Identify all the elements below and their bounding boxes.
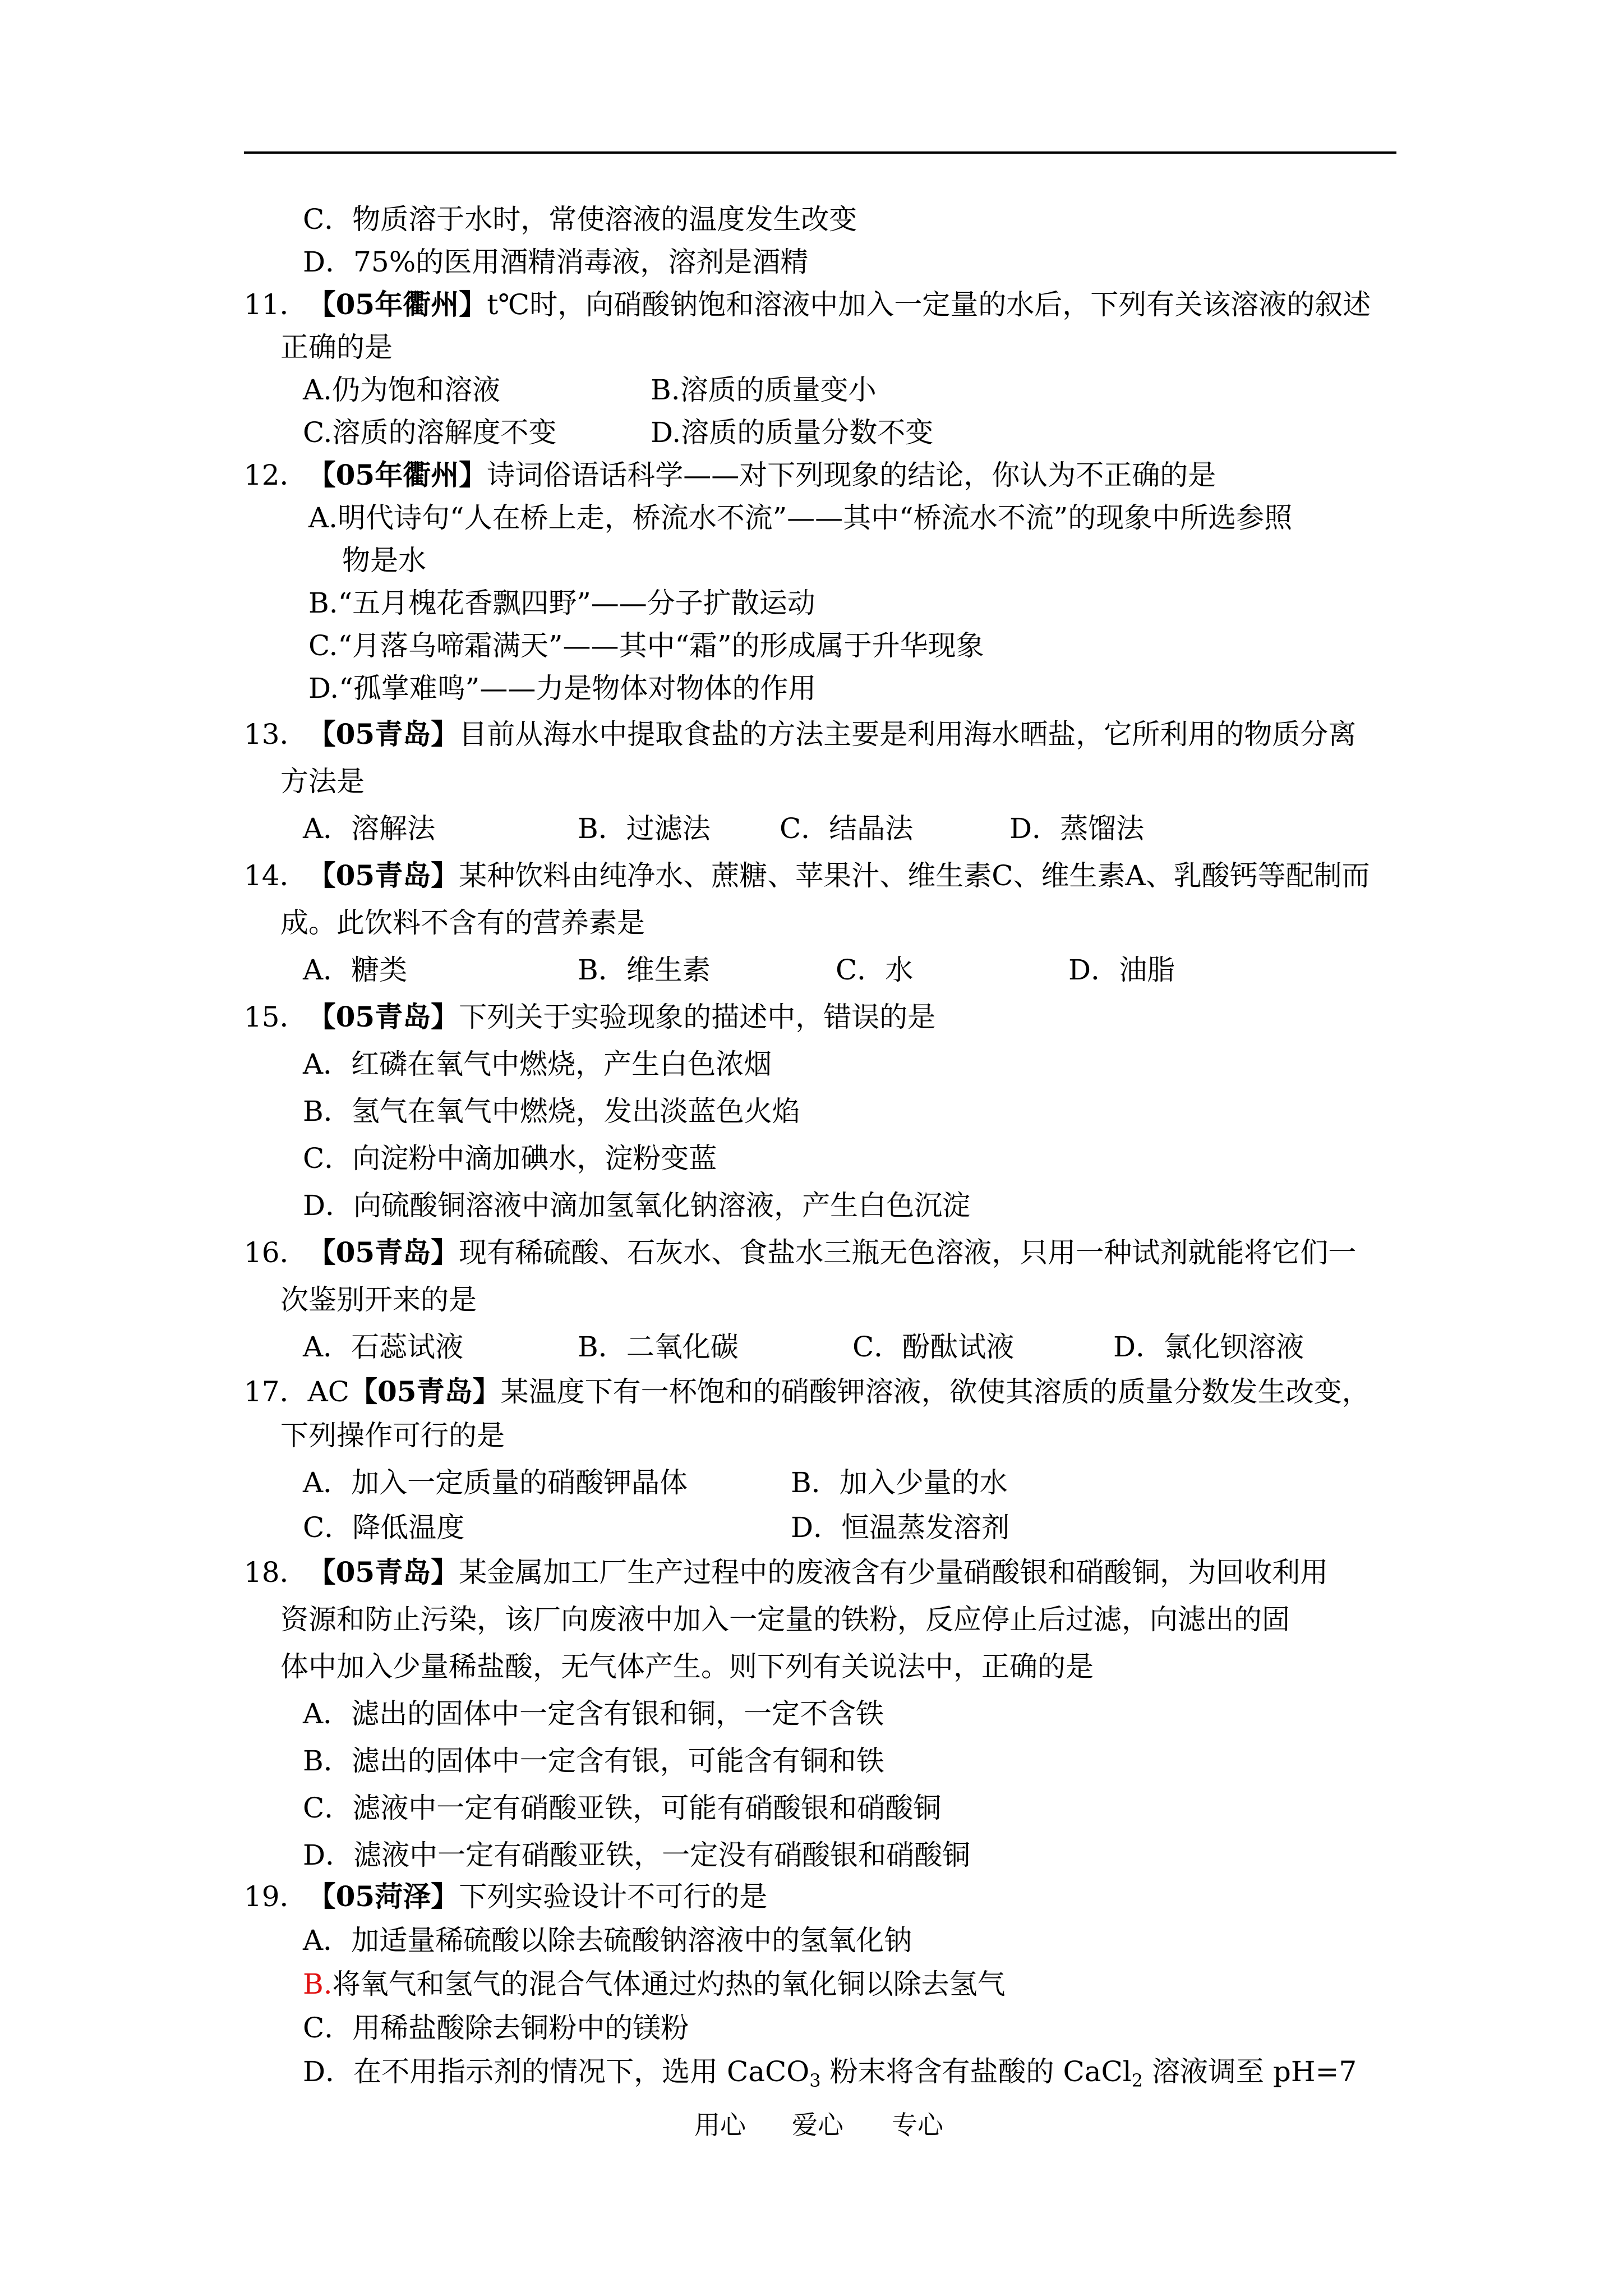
q11-option-b: B.溶质的质量变小 (651, 374, 877, 406)
source-tag: 【05年衢州】 (307, 458, 487, 491)
q11-stem (244, 287, 1371, 322)
source-tag: 【05菏泽】 (307, 1880, 459, 1913)
option-text: 粉末将含有盐酸的 CaCl (820, 2055, 1132, 2088)
q17-stem (244, 1374, 1370, 1409)
answer-mark: AC (307, 1375, 349, 1408)
source-tag: 【05青岛】 (349, 1375, 501, 1408)
footer-text-1: 用心 (694, 2110, 746, 2140)
q10-option-c: C．物质溶于水时，常使溶液的温度发生改变 (303, 203, 857, 236)
q11-option-a: A.仍为饱和溶液 (303, 374, 501, 406)
q16-stem-cont: 次鉴别开来的是 (280, 1283, 477, 1316)
source-tag: 【05青岛】 (307, 717, 459, 751)
option-text: D．在不用指示剂的情况下，选用 CaCO (303, 2055, 810, 2088)
q12-stem (244, 458, 1216, 493)
footer-text-3: 专心 (892, 2110, 943, 2140)
q13-option-d: D．蒸馏法 (1009, 812, 1145, 845)
q15-option-d: D．向硫酸铜溶液中滴加氢氧化钠溶液，产生白色沉淀 (303, 1189, 971, 1222)
stem-text: 诗词俗语话科学——对下列现象的结论，你认为不正确的是 (487, 459, 1216, 491)
question-number: 19． (244, 1880, 308, 1913)
q15-option-a: A．红磷在氧气中燃烧，产生白色浓烟 (303, 1048, 772, 1080)
stem-text: 下列实验设计不可行的是 (459, 1880, 768, 1913)
source-tag: 【05青岛】 (307, 1000, 459, 1033)
q16-option-d: D．氯化钡溶液 (1113, 1331, 1304, 1363)
q18-stem-cont-1: 资源和防止污染，该厂向废液中加入一定量的铁粉，反应停止后过滤，向滤出的固 (280, 1603, 1290, 1636)
footer-text-2: 爱心 (792, 2110, 843, 2140)
question-number: 12． (244, 459, 308, 491)
option-text: 将氧气和氢气的混合气体通过灼热的氧化铜以除去氢气 (332, 1968, 1006, 2000)
q17-option-d: D．恒温蒸发溶剂 (791, 1511, 1010, 1544)
header-rule (244, 151, 1396, 154)
option-text: 溶液调至 pH=7 (1143, 2055, 1357, 2088)
q18-stem (244, 1555, 1328, 1590)
q11-stem-cont: 正确的是 (280, 331, 393, 364)
subscript: 3 (809, 2070, 821, 2091)
q12-option-d: D.“孤掌难鸣”——力是物体对物体的作用 (308, 672, 817, 705)
source-tag: 【05青岛】 (307, 1556, 459, 1589)
stem-text: 某种饮料由纯净水、蔗糖、苹果汁、维生素C、维生素A、乳酸钙等配制而 (459, 859, 1370, 892)
source-tag: 【05青岛】 (307, 859, 459, 892)
q17-stem-cont: 下列操作可行的是 (280, 1419, 505, 1452)
question-number: 15． (244, 1001, 308, 1033)
q19-option-c: C．用稀盐酸除去铜粉中的镁粉 (303, 2012, 689, 2044)
stem-text: 某金属加工厂生产过程中的废液含有少量硝酸银和硝酸铜，为回收利用 (459, 1556, 1329, 1589)
q18-stem-cont-2: 体中加入少量稀盐酸，无气体产生。则下列有关说法中，正确的是 (280, 1650, 1094, 1683)
stem-text: 现有稀硫酸、石灰水、食盐水三瓶无色溶液，只用一种试剂就能将它们一 (459, 1236, 1357, 1269)
q19-option-b (303, 1967, 1006, 2001)
q13-stem-cont: 方法是 (280, 765, 365, 798)
q12-option-a: A.明代诗句“人在桥上走，桥流水不流”——其中“桥流水不流”的现象中所选参照 (308, 501, 1293, 534)
q11-option-c: C.溶质的溶解度不变 (303, 416, 557, 449)
q16-option-b: B．二氧化碳 (578, 1331, 739, 1363)
q12-option-c: C.“月落乌啼霜满天”——其中“霜”的形成属于升华现象 (308, 629, 984, 662)
q12-option-a-cont: 物是水 (342, 544, 426, 577)
q17-option-a: A．加入一定质量的硝酸钾晶体 (303, 1466, 688, 1499)
answer-highlight-letter: B. (303, 1968, 333, 2000)
source-tag: 【05青岛】 (307, 1236, 459, 1269)
q14-option-b: B．维生素 (578, 954, 711, 986)
question-number: 14． (244, 859, 308, 892)
q17-option-b: B．加入少量的水 (791, 1466, 1008, 1499)
stem-text: 目前从海水中提取食盐的方法主要是利用海水晒盐，它所利用的物质分离 (459, 718, 1357, 751)
q12-option-b: B.“五月槐花香飘四野”——分子扩散运动 (308, 587, 815, 619)
q16-option-c: C．酚酞试液 (852, 1331, 1015, 1363)
q19-stem (244, 1879, 767, 1914)
q14-stem-cont: 成。此饮料不含有的营养素是 (280, 907, 645, 939)
q10-option-d: D．75%的医用酒精消毒液，溶剂是酒精 (303, 246, 809, 278)
q14-option-d: D．油脂 (1068, 954, 1175, 986)
q18-option-b: B．滤出的固体中一定含有银，可能含有铜和铁 (303, 1745, 884, 1777)
q16-stem (244, 1235, 1356, 1270)
stem-text: 下列关于实验现象的描述中，错误的是 (459, 1001, 936, 1033)
q19-option-d (303, 2054, 1357, 2089)
q13-stem (244, 717, 1356, 752)
q18-option-c: C．滤液中一定有硝酸亚铁，可能有硝酸银和硝酸铜 (303, 1792, 942, 1824)
q18-option-a: A．滤出的固体中一定含有银和铜，一定不含铁 (303, 1697, 884, 1730)
q17-option-c: C．降低温度 (303, 1511, 465, 1544)
question-number: 11． (244, 288, 308, 321)
q14-option-a: A．糖类 (303, 954, 408, 986)
question-number: 18． (244, 1556, 308, 1589)
q19-option-a: A．加适量稀硫酸以除去硫酸钠溶液中的氢氧化钠 (303, 1924, 912, 1957)
q13-option-a: A．溶解法 (303, 812, 436, 845)
subscript: 2 (1131, 2070, 1144, 2091)
q13-option-b: B．过滤法 (578, 812, 711, 845)
q15-option-b: B．氢气在氧气中燃烧，发出淡蓝色火焰 (303, 1095, 800, 1128)
q16-option-a: A．石蕊试液 (303, 1331, 464, 1363)
question-number: 17． (244, 1375, 308, 1408)
q11-option-d: D.溶质的质量分数不变 (651, 416, 934, 449)
q14-option-c: C．水 (836, 954, 914, 986)
question-number: 13． (244, 718, 308, 751)
q15-option-c: C．向淀粉中滴加碘水，淀粉变蓝 (303, 1142, 717, 1175)
stem-text: t℃时，向硝酸钠饱和溶液中加入一定量的水后，下列有关该溶液的叙述 (487, 288, 1371, 321)
question-number: 16． (244, 1236, 308, 1269)
q14-stem (244, 858, 1370, 893)
source-tag: 【05年衢州】 (307, 288, 487, 321)
q13-option-c: C．结晶法 (780, 812, 914, 845)
q15-stem (244, 1000, 935, 1034)
q18-option-d: D．滤液中一定有硝酸亚铁，一定没有硝酸银和硝酸铜 (303, 1839, 971, 1871)
stem-text: 某温度下有一杯饱和的硝酸钾溶液，欲使其溶质的质量分数发生改变， (500, 1375, 1370, 1408)
